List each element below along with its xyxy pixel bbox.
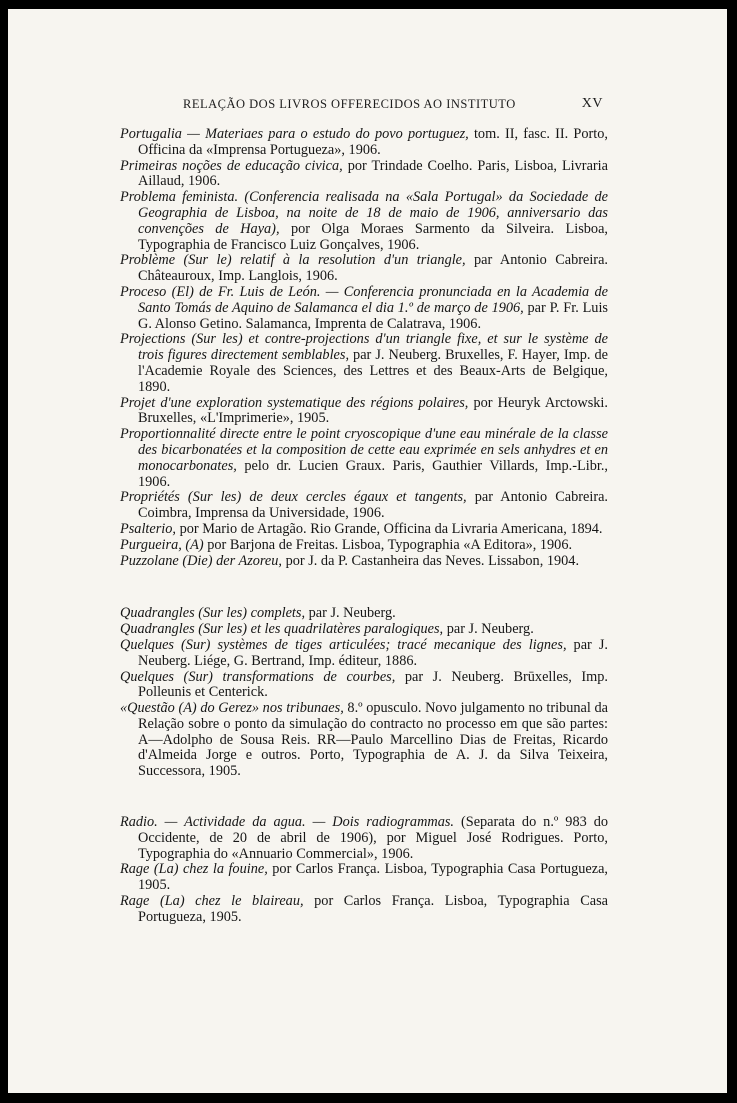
list-entry	[120, 332, 608, 395]
entry-title: Problème (Sur le) relatif à la resolution d'un triangle,	[120, 252, 466, 269]
entry-list	[120, 127, 608, 926]
entry-title: Primeiras noções de educação civica,	[120, 157, 343, 174]
entry-title: Purgueira, (A)	[120, 536, 204, 553]
list-entry	[120, 490, 608, 522]
list-entry	[120, 670, 608, 702]
list-entry	[120, 606, 608, 622]
list-entry	[120, 522, 608, 538]
entry-details: par J. Neuberg.	[305, 605, 396, 622]
entry-details: por Mario de Artagão. Rio Grande, Officina da Livraria Americana, 1894.	[176, 520, 603, 537]
list-entry	[120, 862, 608, 894]
entry-title: Psalterio,	[120, 520, 176, 537]
list-entry	[120, 190, 608, 253]
entry-title: Projet d'une exploration systematique des régions polaires,	[120, 394, 469, 411]
entry-title: Rage (La) chez la fouine,	[120, 861, 268, 878]
entry-title: «Questão (A) do Gerez» nos tribunaes,	[120, 700, 344, 717]
entry-title: Proportionnalité directe entre le point cryoscopique d'une eau minérale de la classe des bicarbonatées et la composition de cette eau exprimée en sels anhydres et en monocarbonates,	[120, 426, 608, 474]
list-entry	[120, 538, 608, 554]
entry-details: por Carlos França. Lisboa, Typographia Casa Portugueza, 1905.	[138, 861, 608, 894]
list-entry	[120, 253, 608, 285]
entry-details: por Carlos França. Lisboa, Typographia Casa Portugueza, 1905.	[138, 893, 608, 925]
entry-details: (Separata do n.º 983 do Occidente, de 20 de abril de 1906), por Miguel José Rodrigues. Porto, Typographia do «Annuario Commercial», 1906.	[138, 814, 608, 862]
section-gap	[120, 780, 608, 815]
entry-details: pelo dr. Lucien Graux. Paris, Gauthier Villards, Imp.-Libr., 1906.	[138, 457, 608, 490]
entry-details: tom. II, fasc. II. Porto, Officina da «Imprensa Portugueza», 1906.	[138, 126, 608, 158]
entry-details: par J. Neuberg.	[443, 621, 534, 638]
list-entry	[120, 554, 608, 570]
list-entry	[120, 622, 608, 638]
list-entry	[120, 427, 608, 490]
list-entry	[120, 159, 608, 191]
entry-title: Portugalia — Materiaes para o estudo do povo portuguez,	[120, 126, 469, 142]
entry-details: par Antonio Cabreira. Coimbra, Imprensa da Universidade, 1906.	[138, 489, 608, 522]
page-number: XV	[581, 96, 603, 111]
entry-details: par J. Neuberg. Bruxelles, F. Hayer, Imp. de l'Academie Royale des Sciences, des Lettres et des Beaux-Arts de Belgique, 1890.	[138, 347, 608, 395]
section-gap	[120, 569, 608, 606]
entry-title: Quadrangles (Sur les) et les quadrilatères paralogiques,	[120, 621, 444, 638]
entry-details: par J. Neuberg. Liége, G. Bertrand, Imp. éditeur, 1886.	[138, 636, 608, 669]
entry-details: 8.º opusculo. Novo julgamento no tribunal da Relação sobre o ponto da simulação do contracto no processo em que são partes: A—Adolpho de Sousa Reis. RR—Paulo Marcellino Dias de Freitas, Ricardo d'Almeida Jorge e outros. Porto, Typographia de A. J. da Silva Teixeira, Successora, 1905.	[138, 700, 608, 780]
book-page	[8, 9, 727, 1093]
entry-title: Quadrangles (Sur les) complets,	[120, 605, 306, 622]
list-entry	[120, 638, 608, 670]
entry-title: Projections (Sur les) et contre-projections d'un triangle fixe, et sur le système de trois figures directement semblables,	[120, 331, 608, 364]
entry-title: Problema feminista. (Conferencia realisada na «Sala Portugal» da Sociedade de Geographia de Lisboa, na noite de 18 de maio de 1906, anniversario das convenções de Haya),	[120, 189, 608, 237]
entry-details: por Trindade Coelho. Paris, Lisboa, Livraria Aillaud, 1906.	[138, 157, 608, 190]
entry-title: Quelques (Sur) systèmes de tiges articulées; tracé mecanique des lignes,	[120, 636, 567, 653]
list-entry	[120, 285, 608, 332]
entry-title: Radio. — Actividade da agua. — Dois radiogrammas.	[120, 814, 455, 831]
running-head-title: RELAÇÃO DOS LIVROS OFFERECIDOS AO INSTITUTO	[183, 97, 516, 111]
entry-title: Propriétés (Sur les) de deux cercles égaux et tangents,	[120, 489, 467, 506]
entry-title: Rage (La) chez le blaireau,	[120, 893, 304, 910]
list-entry	[120, 396, 608, 428]
entry-details: par J. Neuberg. Brūxelles, Imp. Polleunis et Centerick.	[138, 668, 608, 701]
entry-details: par P. Fr. Luis G. Alonso Getino. Salamanca, Imprenta de Calatrava, 1906.	[138, 299, 608, 332]
entry-details: por Heuryk Arctowski. Bruxelles, «L'Imprimerie», 1905.	[138, 394, 608, 427]
entry-title: Quelques (Sur) transformations de courbes,	[120, 668, 396, 685]
entry-title: Proceso (El) de Fr. Luis de León. — Conferencia pronunciada en la Academia de Santo Tomás de Aquino de Salamanca el dia 1.º de março de 1906,	[120, 283, 608, 316]
entry-title: Puzzolane (Die) der Azoreu,	[120, 552, 283, 569]
list-entry	[120, 701, 608, 780]
list-entry	[120, 894, 608, 926]
list-entry	[120, 815, 608, 862]
entry-details: par Antonio Cabreira. Châteauroux, Imp. Langlois, 1906.	[138, 252, 608, 285]
entry-details: por Olga Moraes Sarmento da Silveira. Lisboa, Typographia de Francisco Luiz Gonçalves, 1906.	[138, 220, 608, 253]
entry-details: por Barjona de Freitas. Lisboa, Typographia «A Editora», 1906.	[203, 536, 573, 553]
list-entry	[120, 127, 608, 159]
entry-details: por J. da P. Castanheira das Neves. Lissabon, 1904.	[282, 552, 580, 569]
